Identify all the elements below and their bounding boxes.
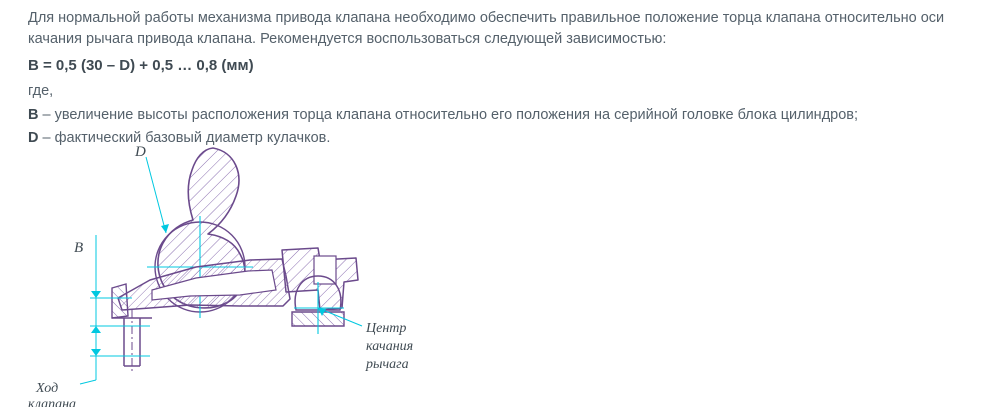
definition-item xyxy=(28,104,978,127)
rocker-center-label-line1: Центр xyxy=(366,321,407,336)
definition-dash: – xyxy=(42,130,51,146)
dimension-b-label: B xyxy=(74,240,84,256)
definition-text: фактический базовый диаметр кулачков. xyxy=(54,130,331,146)
rocker-center-label-line2: качания xyxy=(366,339,414,354)
cam-diameter-label: D xyxy=(135,144,146,160)
definition-text: увеличение высоты расположения торца клапана относительно его положения на серийной головке блока цилиндров; xyxy=(54,107,859,123)
paragraph-intro: Для нормальной работы механизма привода клапана необходимо обеспечить правильное положение торца клапана относительно оси качания рычага привода клапана. Рекомендуется воспользоваться следующей зависимостью: xyxy=(28,10,945,47)
where-label: где, xyxy=(28,83,54,99)
valve-group xyxy=(112,310,152,374)
definition-symbol: D xyxy=(28,130,39,146)
valve-travel-arrow xyxy=(91,349,101,356)
valve-travel-label-line1: Ход xyxy=(36,381,59,396)
valve-travel-leader xyxy=(80,380,96,384)
technical-drawing xyxy=(0,130,1000,407)
definition-dash: – xyxy=(42,107,51,123)
cam-diameter-leader xyxy=(146,157,166,233)
rocker-valve-pad xyxy=(112,284,128,318)
dimension-b-arrow-up xyxy=(91,291,101,298)
definition-symbol: B xyxy=(28,107,39,123)
cam-diameter-arrow xyxy=(161,224,169,233)
formula-line: B = 0,5 (30 – D) + 0,5 … 0,8 (мм) xyxy=(28,57,254,74)
text-block xyxy=(28,8,978,150)
rocker-center-label-line3: рычага xyxy=(366,357,409,372)
valve-travel-label-line2: клапана xyxy=(28,397,77,407)
bracket-bore xyxy=(314,256,336,284)
dimension-b-arrow-down xyxy=(91,326,101,333)
